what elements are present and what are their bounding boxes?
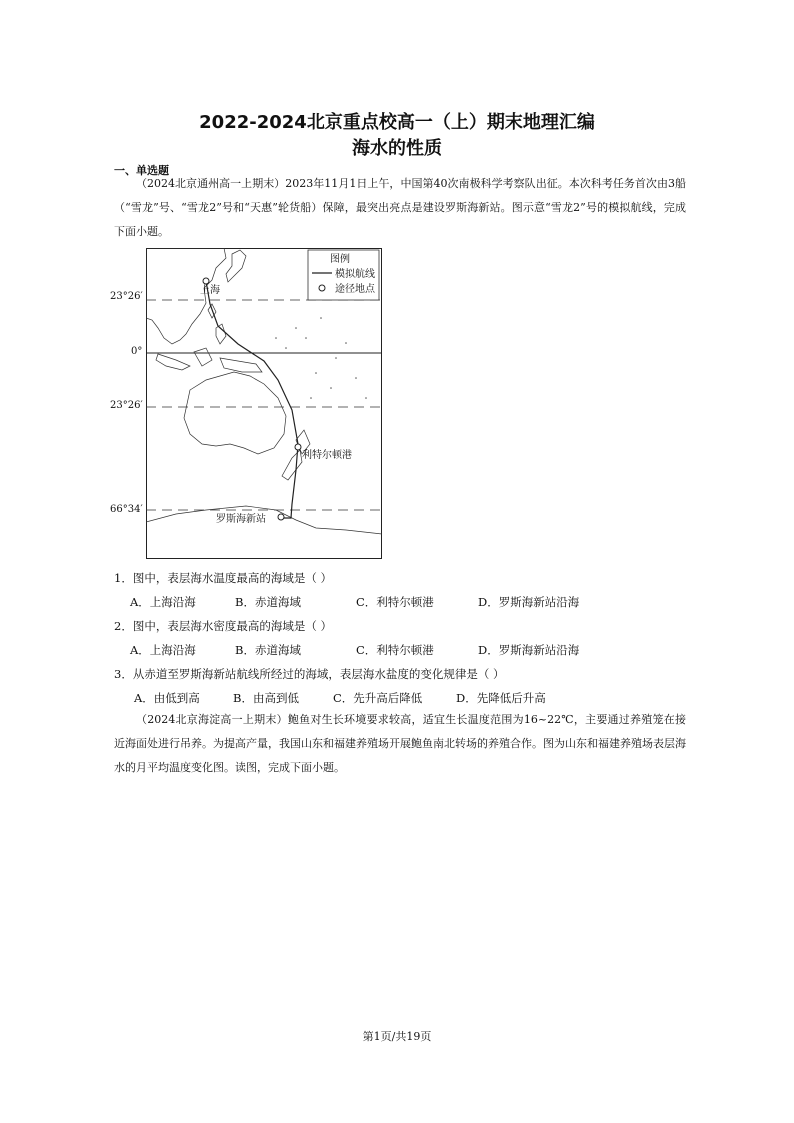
page-title: 2022-2024北京重点校高一（上）期末地理汇编 <box>199 112 595 133</box>
question-1-option-a[interactable]: A．上海沿海 <box>130 595 196 609</box>
question-2-option-c[interactable]: C．利特尔顿港 <box>356 643 434 657</box>
shanghai-label: 上海 <box>200 285 220 296</box>
ross-sea-station-waypoint <box>278 514 284 520</box>
lyttelton-waypoint <box>295 444 301 450</box>
passage-1: （2024北京通州高一上期末）2023年11月1日上午，中国第40次南极科学考察队出征。本次科考任务首次由3船（“雪龙”号、“雪龙2”号和“天惠”轮货船）保障，最突出亮点是建设罗斯海新站。图示意“雪龙2”号的模拟航线，完成下面小题。 <box>114 177 686 238</box>
question-2-option-a[interactable]: A．上海沿海 <box>130 643 196 657</box>
legend-point-label: 途径地点 <box>335 284 375 295</box>
route-map <box>146 248 382 559</box>
ross-sea-station-label: 罗斯海新站 <box>216 514 266 525</box>
shanghai-waypoint <box>203 278 209 284</box>
passage-2: （2024北京海淀高一上期末）鲍鱼对生长环境要求较高，适宜生长温度范围为16~22℃，主要通过养殖笼在接近海面处进行吊养。为提高产量，我国山东和福建养殖场开展鲍鱼南北转场的养殖合作。图为山东和福建养殖场表层海水的月平均温度变化图。读图，完成下面小题。 <box>114 713 686 774</box>
question-2-option-d[interactable]: D．罗斯海新站沿海 <box>478 643 580 657</box>
lat-label-tropic-south: 23°26′ <box>110 400 143 411</box>
page-subtitle: 海水的性质 <box>352 138 442 159</box>
question-3-option-c[interactable]: C．先升高后降低 <box>333 691 423 705</box>
question-2-option-b[interactable]: B．赤道海域 <box>235 643 301 657</box>
legend-route-label: 模拟航线 <box>335 269 375 280</box>
question-1-stem: 1．图中，表层海水温度最高的海域是（ ） <box>114 571 332 585</box>
question-1-option-d[interactable]: D．罗斯海新站沿海 <box>478 595 580 609</box>
lat-label-equator: 0° <box>131 346 143 357</box>
question-1-option-c[interactable]: C．利特尔顿港 <box>356 595 434 609</box>
question-3-stem: 3．从赤道至罗斯海新站航线所经过的海域，表层海水盐度的变化规律是（ ） <box>114 667 505 681</box>
question-3-option-b[interactable]: B．由高到低 <box>233 691 299 705</box>
legend-point-swatch <box>319 285 325 291</box>
question-3-option-d[interactable]: D．先降低后升高 <box>456 691 546 705</box>
section-heading: 一、单选题 <box>114 164 169 177</box>
question-1-option-b[interactable]: B．赤道海域 <box>235 595 301 609</box>
lyttelton-label: 利特尔顿港 <box>302 450 352 461</box>
legend-title: 图例 <box>330 254 350 265</box>
question-2-stem: 2．图中，表层海水密度最高的海域是（ ） <box>114 619 332 633</box>
lat-label-tropic-north: 23°26′ <box>110 291 143 302</box>
question-3-option-a[interactable]: A．由低到高 <box>134 691 200 705</box>
page-footer: 第1页/共19页 <box>362 1030 432 1043</box>
lat-label-antarctic-circle: 66°34′ <box>110 504 143 515</box>
